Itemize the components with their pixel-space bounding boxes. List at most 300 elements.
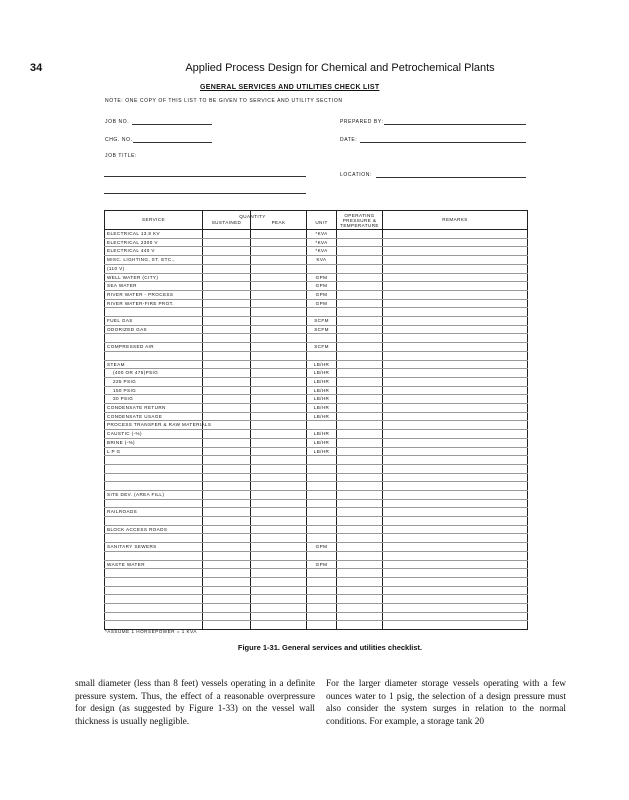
operating-cell [337,395,383,404]
location-label: LOCATION: [340,172,372,178]
remarks-cell [383,577,528,586]
remarks-cell [383,447,528,456]
sustained-cell [203,247,251,256]
sustained-cell [203,308,251,317]
peak-cell [251,421,307,430]
service-cell: MISC. LIGHTING, ST. ETC., [105,256,203,265]
operating-cell [337,464,383,473]
table-row [105,543,528,552]
service-cell: ELECTRICAL 2300 V [105,238,203,247]
remarks-cell [383,360,528,369]
operating-cell [337,499,383,508]
unit-cell [307,586,337,595]
sustained-cell [203,473,251,482]
sustained-cell [203,525,251,534]
sustained-cell [203,577,251,586]
service-cell: BRINE (-%) [105,438,203,447]
chg-no-label: CHG. NO. [105,137,133,143]
sustained-cell [203,604,251,613]
service-cell: STEAM [105,360,203,369]
operating-cell [337,577,383,586]
operating-cell [337,343,383,352]
unit-cell: LB/HR [307,412,337,421]
peak-cell [251,577,307,586]
remarks-cell [383,586,528,595]
sustained-cell [203,351,251,360]
sustained-cell [203,560,251,569]
service-cell: FUEL GAS [105,317,203,326]
table-row [105,360,528,369]
remarks-cell [383,395,528,404]
table-row [105,595,528,604]
table-row [105,456,528,465]
remarks-cell [383,230,528,239]
remarks-cell [383,290,528,299]
unit-cell: GPM [307,282,337,291]
unit-cell: LB/HR [307,360,337,369]
service-cell: SEA WATER [105,282,203,291]
unit-cell: KVA [307,256,337,265]
service-cell [105,612,203,621]
table-row [105,438,528,447]
unit-cell [307,351,337,360]
unit-cell [307,595,337,604]
table-row [105,334,528,343]
table-row [105,586,528,595]
job-no-line [132,124,212,125]
operating-cell [337,438,383,447]
remarks-cell [383,499,528,508]
unit-cell [307,490,337,499]
service-cell [105,577,203,586]
checklist-table [104,210,528,630]
peak-cell [251,517,307,526]
sustained-cell [203,334,251,343]
sustained-cell [203,412,251,421]
remarks-cell [383,551,528,560]
form-title: GENERAL SERVICES AND UTILITIES CHECK LIST [200,84,380,91]
sustained-cell [203,317,251,326]
sustained-cell [203,404,251,413]
operating-cell [337,482,383,491]
table-row [105,325,528,334]
service-cell [105,604,203,613]
sustained-cell [203,490,251,499]
peak-cell [251,490,307,499]
service-cell [105,482,203,491]
peak-cell [251,438,307,447]
col-remarks: REMARKS [383,211,528,230]
remarks-cell [383,525,528,534]
service-cell [105,551,203,560]
body-text-left: small diameter (less than 8 feet) vessels operating in a definite pressure system. Thus, the effect of a reasonable overpressure for design (as suggested by Figure 1-33) on the vessel wall thickness is usually negligible. [75,679,315,727]
remarks-cell [383,464,528,473]
remarks-cell [383,490,528,499]
table-row [105,282,528,291]
remarks-cell [383,343,528,352]
service-cell: (110 V) [105,264,203,273]
job-title-line-2 [104,193,306,194]
col-unit-label: UNIT [315,220,328,225]
service-cell [105,569,203,578]
unit-cell: LB/HR [307,369,337,378]
unit-cell: *KVA [307,230,337,239]
service-cell: WASTE WATER [105,560,203,569]
table-row [105,299,528,308]
unit-cell [307,569,337,578]
remarks-cell [383,404,528,413]
peak-cell [251,282,307,291]
service-cell: L P G [105,447,203,456]
col-operating: OPERATING PRESSURE & TEMPERATURE [337,211,383,230]
unit-cell [307,421,337,430]
service-cell [105,456,203,465]
peak-cell [251,482,307,491]
service-cell [105,595,203,604]
peak-cell [251,377,307,386]
table-row [105,499,528,508]
peak-cell [251,386,307,395]
unit-cell: SCFM [307,317,337,326]
peak-cell [251,569,307,578]
sustained-cell [203,299,251,308]
operating-cell [337,308,383,317]
peak-cell [251,464,307,473]
remarks-cell [383,334,528,343]
operating-cell [337,586,383,595]
table-row [105,517,528,526]
sustained-cell [203,282,251,291]
peak-cell [251,264,307,273]
peak-cell [251,247,307,256]
unit-cell: GPM [307,299,337,308]
col-sustained [203,211,266,230]
peak-cell [251,430,307,439]
peak-cell [251,273,307,282]
table-row [105,230,528,239]
remarks-cell [383,604,528,613]
unit-cell [307,517,337,526]
operating-cell [337,604,383,613]
unit-cell: *KVA [307,247,337,256]
table-row [105,447,528,456]
sustained-cell [203,508,251,517]
table-row [105,612,528,621]
unit-cell: LB/HR [307,386,337,395]
service-cell [105,586,203,595]
peak-cell [251,621,307,630]
remarks-cell [383,377,528,386]
unit-cell [307,577,337,586]
operating-cell [337,490,383,499]
sustained-cell [203,464,251,473]
table-row [105,404,528,413]
unit-cell [307,264,337,273]
table-row [105,508,528,517]
sustained-cell [203,238,251,247]
unit-cell: LB/HR [307,438,337,447]
unit-cell: GPM [307,290,337,299]
operating-cell [337,360,383,369]
sustained-cell [203,456,251,465]
page-number: 34 [30,62,43,74]
unit-cell [307,464,337,473]
job-no-label: JOB NO. [105,119,130,125]
sustained-cell [203,612,251,621]
operating-cell [337,456,383,465]
operating-cell [337,473,383,482]
service-cell: ELECTRICAL 440 V [105,247,203,256]
remarks-cell [383,621,528,630]
peak-cell [251,508,307,517]
service-cell: COMPRESSED AIR [105,343,203,352]
remarks-cell [383,482,528,491]
service-cell [105,334,203,343]
operating-cell [337,282,383,291]
table-row [105,264,528,273]
peak-cell [251,604,307,613]
peak-cell [251,412,307,421]
operating-cell [337,247,383,256]
col-peak-label: PEAK [271,220,286,225]
operating-cell [337,534,383,543]
operating-cell [337,351,383,360]
peak-cell [251,308,307,317]
remarks-cell [383,299,528,308]
form-note: NOTE: ONE COPY OF THIS LIST TO BE GIVEN TO SERVICE AND UTILITY SECTION [105,98,343,104]
date-label: DATE: [340,137,358,143]
operating-cell [337,560,383,569]
sustained-cell [203,343,251,352]
remarks-cell [383,264,528,273]
peak-cell [251,351,307,360]
remarks-cell [383,421,528,430]
peak-cell [251,404,307,413]
unit-cell: SCFM [307,343,337,352]
table-row [105,343,528,352]
unit-cell [307,473,337,482]
peak-cell [251,499,307,508]
operating-cell [337,412,383,421]
operating-cell [337,430,383,439]
operating-cell [337,299,383,308]
remarks-cell [383,247,528,256]
operating-cell [337,569,383,578]
table-row [105,490,528,499]
unit-cell [307,499,337,508]
table-row [105,369,528,378]
table-row [105,525,528,534]
table-row [105,534,528,543]
table-row [105,577,528,586]
remarks-cell [383,325,528,334]
peak-cell [251,317,307,326]
remarks-cell [383,456,528,465]
peak-cell [251,230,307,239]
operating-cell [337,612,383,621]
service-cell: ELECTRICAL 13.8 KV [105,230,203,239]
peak-cell [251,369,307,378]
service-cell: (400 OR 475)PSIG [105,369,203,378]
unit-cell: *KVA [307,238,337,247]
operating-cell [337,386,383,395]
service-cell: SANITARY SEWERS [105,543,203,552]
table-footnote: *ASSUME 1 HORSEPOWER = 1 KVA [105,629,197,634]
unit-cell: LB/HR [307,395,337,404]
remarks-cell [383,238,528,247]
chg-no-line [133,142,212,143]
sustained-cell [203,430,251,439]
operating-cell [337,230,383,239]
unit-cell [307,604,337,613]
table-row [105,412,528,421]
operating-cell [337,273,383,282]
peak-cell [251,551,307,560]
service-cell: SITE DEV. (AREA FILL) [105,490,203,499]
operating-cell [337,595,383,604]
body-text-right: For the larger diameter storage vessels operating with a few ounces water to 1 psig, the selection of a design pressure must also consider the system surges in relation to the normal conditions. For example, a storage tank 20 [326,679,566,727]
table-row [105,464,528,473]
figure-caption: Figure 1-31. General services and utilities checklist. [237,643,423,652]
operating-cell [337,421,383,430]
col-unit [307,211,337,230]
sustained-cell [203,360,251,369]
sustained-cell [203,325,251,334]
table-row [105,482,528,491]
service-cell: ODORIZED GAS [105,325,203,334]
table-row [105,421,528,430]
sustained-cell [203,447,251,456]
peak-cell [251,290,307,299]
sustained-cell [203,395,251,404]
unit-cell [307,621,337,630]
operating-cell [337,447,383,456]
location-line [376,177,526,178]
service-cell: PROCESS TRANSFER & RAW MATERIALS [105,421,203,430]
operating-cell [337,508,383,517]
service-cell [105,517,203,526]
unit-cell: GPM [307,560,337,569]
peak-cell [251,595,307,604]
operating-cell [337,404,383,413]
service-cell [105,308,203,317]
operating-cell [337,256,383,265]
table-row [105,273,528,282]
sustained-cell [203,499,251,508]
table-row [105,317,528,326]
table-row [105,351,528,360]
peak-cell [251,534,307,543]
sustained-cell [203,386,251,395]
remarks-cell [383,517,528,526]
prepared-by-line [384,124,526,125]
remarks-cell [383,595,528,604]
remarks-cell [383,508,528,517]
unit-cell [307,308,337,317]
sustained-cell [203,543,251,552]
table-row [105,604,528,613]
operating-cell [337,264,383,273]
service-cell [105,464,203,473]
date-line [360,142,526,143]
table-row [105,238,528,247]
operating-cell [337,334,383,343]
remarks-cell [383,256,528,265]
peak-cell [251,334,307,343]
peak-cell [251,395,307,404]
remarks-cell [383,543,528,552]
operating-cell [337,317,383,326]
sustained-cell [203,551,251,560]
sustained-cell [203,264,251,273]
sustained-cell [203,595,251,604]
unit-cell: LB/HR [307,447,337,456]
col-sustained-label: SUSTAINED [211,220,242,225]
unit-cell [307,525,337,534]
remarks-cell [383,569,528,578]
unit-cell: GPM [307,543,337,552]
sustained-cell [203,290,251,299]
remarks-cell [383,386,528,395]
operating-cell [337,551,383,560]
service-cell: 225 PSIG [105,377,203,386]
sustained-cell [203,230,251,239]
service-cell: BLOCK ACCESS ROADS [105,525,203,534]
unit-cell [307,612,337,621]
unit-cell: SCFM [307,325,337,334]
service-cell: RIVER WATER-FIRE PROT. [105,299,203,308]
remarks-cell [383,308,528,317]
sustained-cell [203,256,251,265]
peak-cell [251,256,307,265]
service-cell [105,499,203,508]
table-row [105,386,528,395]
operating-cell [337,377,383,386]
table-row [105,551,528,560]
peak-cell [251,360,307,369]
peak-cell [251,560,307,569]
peak-cell [251,238,307,247]
remarks-cell [383,430,528,439]
peak-cell [251,325,307,334]
operating-cell [337,290,383,299]
table-row [105,395,528,404]
unit-cell: LB/HR [307,377,337,386]
job-title-label: JOB TITLE: [105,153,138,159]
remarks-cell [383,612,528,621]
running-head: Applied Process Design for Chemical and Petrochemical Plants [185,62,495,74]
service-cell [105,534,203,543]
unit-cell: LB/HR [307,430,337,439]
sustained-cell [203,586,251,595]
remarks-cell [383,317,528,326]
service-cell [105,473,203,482]
service-cell: 30 PSIG [105,395,203,404]
sustained-cell [203,534,251,543]
peak-cell [251,525,307,534]
sustained-cell [203,377,251,386]
operating-cell [337,621,383,630]
sustained-cell [203,621,251,630]
unit-cell [307,508,337,517]
table-row [105,290,528,299]
peak-cell [251,299,307,308]
remarks-cell [383,369,528,378]
sustained-cell [203,438,251,447]
unit-cell [307,482,337,491]
table-row [105,256,528,265]
table-row [105,430,528,439]
